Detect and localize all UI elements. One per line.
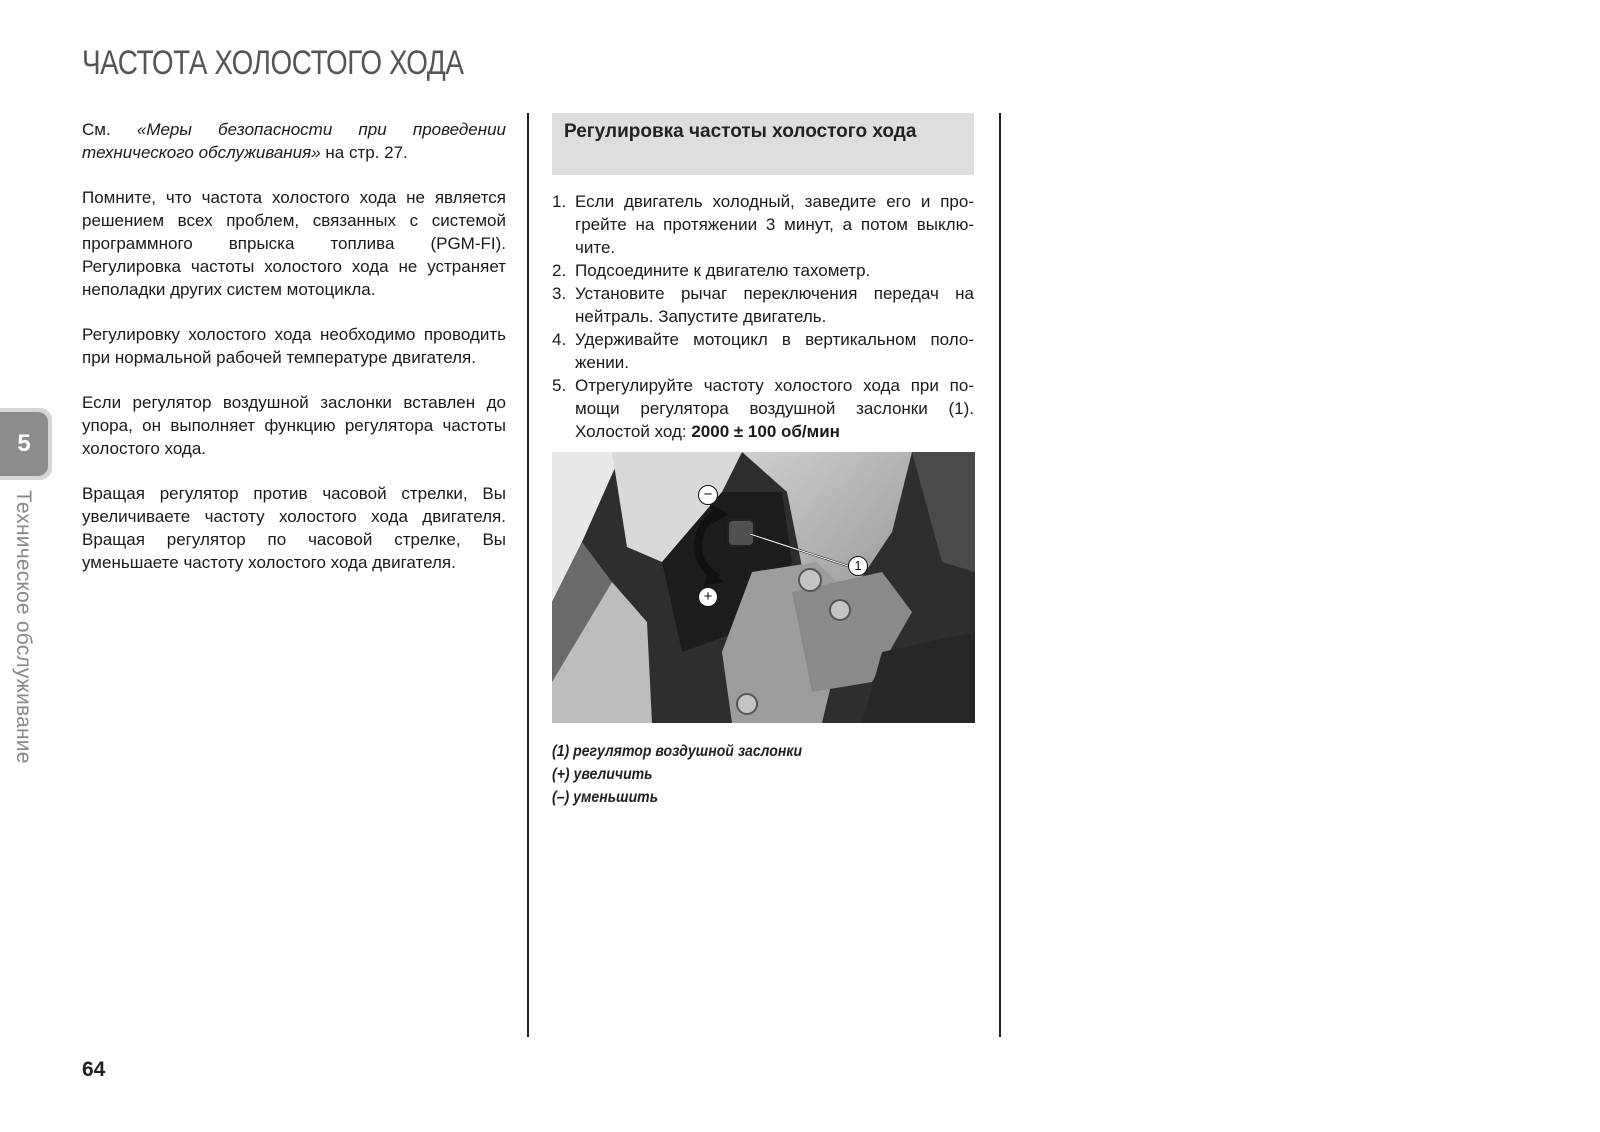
steps-list: [552, 190, 974, 443]
paragraph-temperature: Регулировку холостого хода необходимо проводить при нормальной рабочей температуре двигателя.: [82, 325, 506, 367]
paragraph-rotation: Вращая регулятор против часовой стрелки, Вы увеличиваете частоту холостого хода двигателя. Вращая регулятор по часовой стрелке, Вы уменьшаете частоту холостого хода двигателя.: [82, 484, 506, 572]
caption-line: (1) регулятор воздушной заслонки: [552, 743, 803, 760]
step-item: 1. Если двигатель холодный, заведите его и прогрейте на протяжении 3 минут, а потом выключите.: [552, 192, 974, 257]
chapter-tab: 5: [0, 412, 48, 476]
callout-marker: 1: [848, 556, 868, 576]
chapter-title-vertical: Техническое обслуживание: [12, 490, 35, 764]
step-item: 4. Удерживайте мотоцикл в вертикальном положении.: [552, 330, 974, 372]
paragraph-note: Помните, что частота холостого хода не является решением всех проблем, связанных с системой программного впрыска топлива (PGM-FI). Регулировка частоты холостого хода не устраняет неполадки других систем мотоцикла.: [82, 188, 506, 299]
reference-link-text: «Меры безопасности при проведении технического обслуживания»: [82, 120, 506, 162]
reference-suffix: на стр. 27.: [320, 143, 408, 162]
minus-marker: −: [698, 485, 718, 505]
photo-illustration: [552, 452, 975, 723]
reference-prefix: См.: [82, 120, 137, 139]
reference-paragraph: [82, 118, 506, 164]
page-number: 64: [82, 1058, 106, 1081]
section-heading: Регулировка частоты холостого хода: [552, 113, 974, 175]
column-divider-right: [999, 113, 1001, 1037]
step-item: 2. Подсоедините к двигателю тахометр.: [552, 261, 871, 280]
column-divider-left: [527, 113, 529, 1037]
page-title: ЧАСТОТА ХОЛОСТОГО ХОДА: [82, 44, 464, 82]
idle-speed-value: 2000 ± 100 об/мин: [691, 422, 840, 441]
choke-knob-photo: [552, 452, 975, 723]
step-item: 3. Установите рычаг переключения передач на нейтраль. Запустите двигатель.: [552, 284, 974, 326]
plus-marker: +: [698, 587, 718, 607]
photo-captions: [552, 740, 976, 809]
step-item: 5. Отрегулируйте частоту холостого хода при помощи регулятора воздушной заслонки (1). Холостой ход: 2000 ± 100 об/мин: [552, 376, 974, 441]
caption-line: (–) уменьшить: [552, 789, 659, 806]
caption-line: (+) увеличить: [552, 766, 653, 783]
paragraph-choke: Если регулятор воздушной заслонки вставлен до упора, он выполняет функцию регулятора частоты холостого хода.: [82, 393, 506, 458]
left-column: [82, 118, 506, 596]
